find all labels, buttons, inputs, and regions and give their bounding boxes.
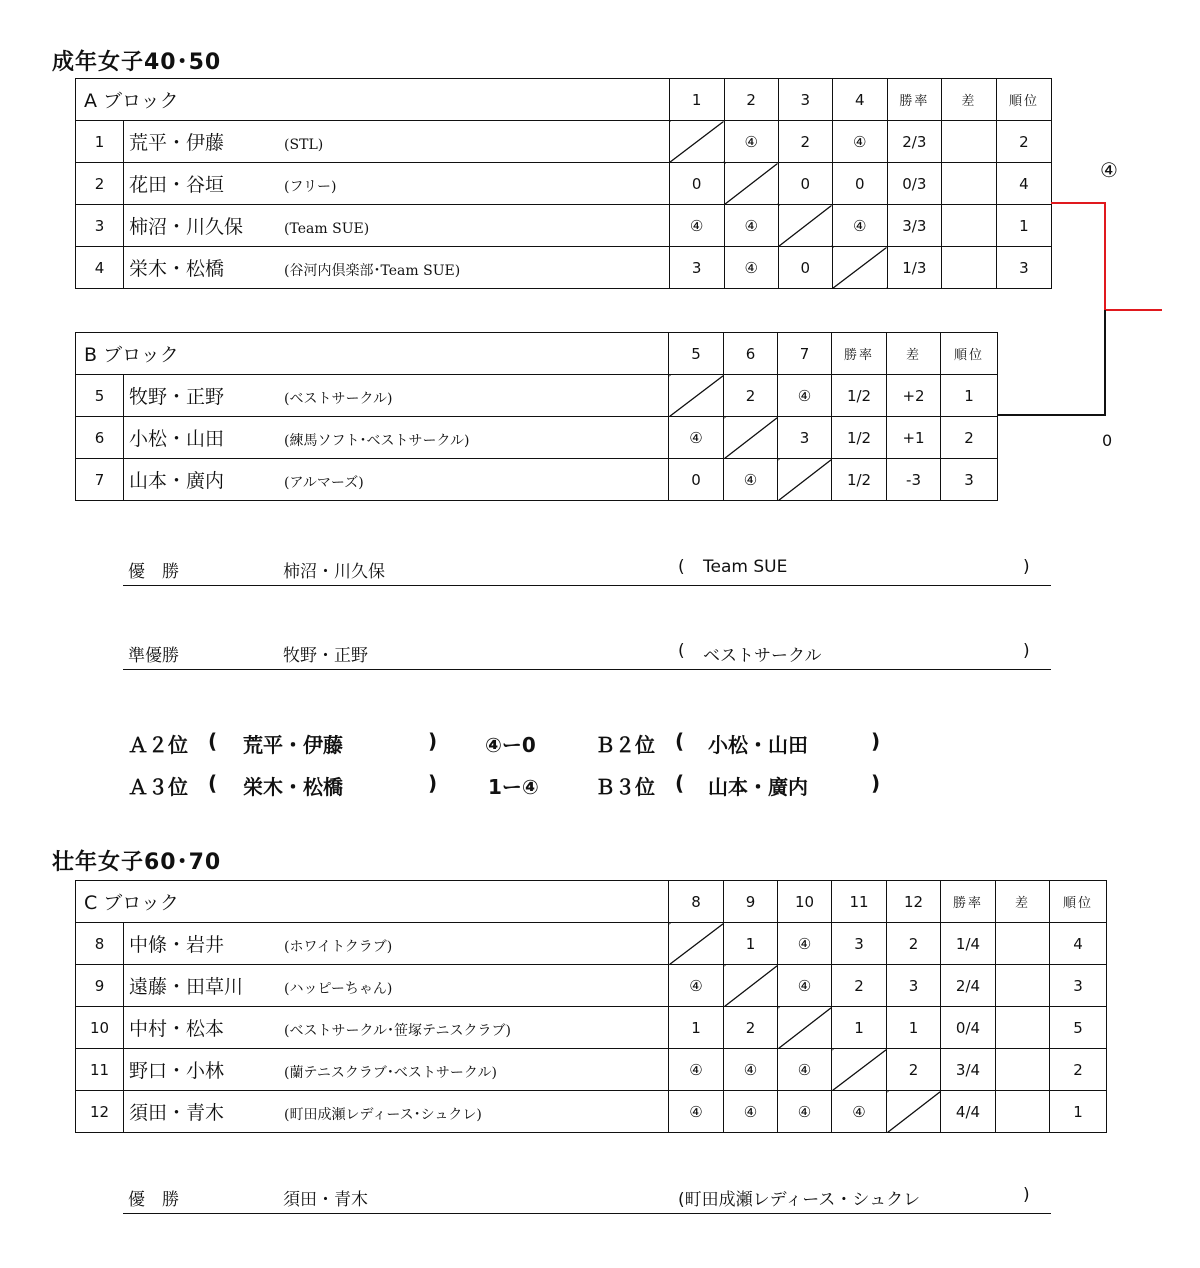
team-name: (アルマーズ)	[284, 475, 364, 491]
placement-label-b: Ｂ２位	[595, 733, 655, 757]
win-rate-cell: 0/4	[941, 1007, 996, 1049]
self-match-cell	[832, 247, 887, 289]
player-names: 野口・小林	[129, 1060, 225, 1082]
rank-cell: 1	[941, 375, 998, 417]
entry-number: 5	[76, 375, 124, 417]
entry-number: 4	[76, 247, 124, 289]
paren-close: )	[871, 771, 881, 795]
rank-cell: 4	[1050, 923, 1107, 965]
col-header: 7	[778, 333, 832, 375]
win-rate-cell: 3/3	[887, 205, 941, 247]
table-row	[76, 923, 1107, 965]
table-row	[76, 417, 998, 459]
paren-open: (	[675, 771, 685, 795]
score-cell: ④	[669, 1049, 724, 1091]
block-header-row	[76, 79, 1052, 121]
score-cell: ④	[724, 121, 778, 163]
score-cell: ④	[778, 1091, 832, 1133]
score-cell: ④	[832, 121, 887, 163]
team-name: (ベストサークル)	[284, 391, 393, 407]
team-name: (ホワイトクラブ)	[284, 939, 393, 955]
entry-name	[124, 163, 670, 205]
score-cell: 0	[669, 163, 724, 205]
col-header: 5	[669, 333, 724, 375]
self-match-cell	[778, 205, 832, 247]
placement-match-3rd	[128, 771, 948, 801]
rank-cell: 1	[1050, 1091, 1107, 1133]
placement-players-b: 小松・山田	[708, 733, 808, 757]
team-name: (フリー)	[284, 179, 337, 195]
placement-label-a: Ａ３位	[128, 775, 188, 799]
placement-players-b: 山本・廣内	[708, 775, 808, 799]
col-header: 8	[669, 881, 724, 923]
block-c-table	[75, 880, 1107, 1133]
team-name: (STL)	[284, 137, 324, 153]
paren-open: (	[208, 771, 218, 795]
rank-cell: 2	[996, 121, 1051, 163]
player-names: 遠藤・田草川	[129, 976, 244, 998]
player-names: 山本・廣内	[129, 470, 225, 492]
bracket-line-vertical-winner	[1104, 202, 1106, 311]
score-cell: ④	[778, 375, 832, 417]
score-cell: 2	[887, 1049, 941, 1091]
score-cell: 2	[887, 923, 941, 965]
result-players: 須田・青木	[283, 1190, 368, 1210]
score-cell: 2	[832, 965, 887, 1007]
entry-number: 8	[76, 923, 124, 965]
bracket-line-bottom	[997, 414, 1106, 416]
score-cell: 0	[669, 459, 724, 501]
entry-name	[124, 247, 670, 289]
entry-name	[124, 205, 670, 247]
result-team-open: (	[678, 641, 685, 661]
bracket-line-top	[1051, 202, 1105, 204]
result-team: ベストサークル	[703, 646, 822, 666]
score-cell: 1	[887, 1007, 941, 1049]
result-label: 優 勝	[128, 562, 179, 582]
team-name: (ハッピーちゃん)	[284, 981, 393, 997]
score-cell: 2	[778, 121, 832, 163]
col-header: 1	[669, 79, 724, 121]
score-cell: ④	[669, 1091, 724, 1133]
block-b-table	[75, 332, 998, 501]
diff-cell	[996, 1049, 1050, 1091]
team-name: (練馬ソフト･ベストサークル)	[284, 433, 470, 449]
entry-name	[124, 923, 669, 965]
self-match-cell	[724, 965, 778, 1007]
team-name: (蘭テニスクラブ･ベストサークル)	[284, 1065, 497, 1081]
winner-row	[123, 1181, 1051, 1214]
entry-name	[124, 459, 669, 501]
result-team-close: )	[1023, 641, 1030, 661]
placement-match-2nd	[128, 729, 948, 759]
score-cell: 3	[887, 965, 941, 1007]
score-cell: 3	[832, 923, 887, 965]
score-cell: 0	[778, 247, 832, 289]
rank-cell: 3	[941, 459, 998, 501]
final-top-score: ④	[1100, 158, 1118, 182]
table-row	[76, 375, 998, 417]
diff-cell: +2	[887, 375, 941, 417]
team-name: (Team SUE)	[284, 221, 370, 237]
col-header: 11	[832, 881, 887, 923]
col-header: 2	[724, 79, 778, 121]
score-cell: ④	[832, 205, 887, 247]
player-names: 中條・岩井	[129, 934, 225, 956]
block-name: A ブロック	[76, 79, 670, 121]
paren-close: )	[871, 729, 881, 753]
player-names: 須田・青木	[129, 1102, 225, 1124]
paren-close: )	[428, 771, 438, 795]
col-header: 3	[778, 79, 832, 121]
self-match-cell	[832, 1049, 887, 1091]
rank-header: 順位	[941, 333, 998, 375]
rank-header: 順位	[996, 79, 1051, 121]
final-bottom-score: 0	[1102, 431, 1113, 450]
entry-name	[124, 417, 669, 459]
score-cell: 1	[669, 1007, 724, 1049]
result-label: 優 勝	[128, 1190, 179, 1210]
result-players: 牧野・正野	[283, 646, 368, 666]
block-header-row	[76, 881, 1107, 923]
block-a-table	[75, 78, 1052, 289]
player-names: 柿沼・川久保	[129, 216, 244, 238]
paren-open: (	[675, 729, 685, 753]
result-team-open: (	[678, 557, 685, 577]
win-rate-cell: 1/2	[832, 459, 887, 501]
table-row	[76, 247, 1052, 289]
diff-cell	[941, 163, 996, 205]
win-rate-cell: 1/3	[887, 247, 941, 289]
diff-header: 差	[996, 881, 1050, 923]
rank-cell: 2	[1050, 1049, 1107, 1091]
rank-cell: 5	[1050, 1007, 1107, 1049]
win-rate-header: 勝率	[832, 333, 887, 375]
score-cell: 2	[724, 1007, 778, 1049]
table-row	[76, 1049, 1107, 1091]
player-names: 栄木・松橋	[129, 258, 225, 280]
result-label: 準優勝	[128, 646, 179, 666]
win-rate-cell: 3/4	[941, 1049, 996, 1091]
diff-cell: -3	[887, 459, 941, 501]
placement-label-a: Ａ２位	[128, 733, 188, 757]
placement-score: 1ー④	[488, 775, 539, 799]
table-row	[76, 965, 1107, 1007]
player-names: 花田・谷垣	[129, 174, 225, 196]
player-names: 牧野・正野	[129, 386, 225, 408]
entry-number: 3	[76, 205, 124, 247]
win-rate-cell: 1/2	[832, 417, 887, 459]
score-cell: ④	[669, 965, 724, 1007]
rank-cell: 3	[996, 247, 1051, 289]
diff-cell	[996, 1007, 1050, 1049]
entry-name	[124, 965, 669, 1007]
rank-cell: 2	[941, 417, 998, 459]
score-cell: 0	[778, 163, 832, 205]
table-row	[76, 121, 1052, 163]
paren-open: (	[208, 729, 218, 753]
score-cell: ④	[778, 923, 832, 965]
bracket-line-final	[1104, 309, 1162, 311]
placement-players-a: 栄木・松橋	[243, 775, 343, 799]
block-name: B ブロック	[76, 333, 669, 375]
result-team-close: )	[1023, 557, 1030, 577]
score-cell: 3	[778, 417, 832, 459]
self-match-cell	[669, 923, 724, 965]
team-name: (町田成瀬レディース･シュクレ)	[284, 1107, 482, 1123]
entry-number: 9	[76, 965, 124, 1007]
score-cell: ④	[724, 1091, 778, 1133]
entry-number: 6	[76, 417, 124, 459]
entry-number: 2	[76, 163, 124, 205]
placement-score: ④ー0	[485, 733, 536, 757]
score-cell: 1	[724, 923, 778, 965]
section-title: 壮年女子60･70	[52, 850, 222, 875]
score-cell: ④	[832, 1091, 887, 1133]
self-match-cell	[724, 417, 778, 459]
col-header: 4	[832, 79, 887, 121]
rank-cell: 1	[996, 205, 1051, 247]
entry-number: 1	[76, 121, 124, 163]
score-cell: ④	[724, 247, 778, 289]
entry-name	[124, 1007, 669, 1049]
score-cell: ④	[669, 205, 724, 247]
score-cell: ④	[724, 205, 778, 247]
diff-cell	[941, 205, 996, 247]
score-cell: ④	[724, 459, 778, 501]
diff-header: 差	[887, 333, 941, 375]
self-match-cell	[669, 121, 724, 163]
placement-players-a: 荒平・伊藤	[243, 733, 343, 757]
win-rate-cell: 2/3	[887, 121, 941, 163]
block-header-row	[76, 333, 998, 375]
diff-cell	[996, 1091, 1050, 1133]
table-row	[76, 163, 1052, 205]
entry-number: 12	[76, 1091, 124, 1133]
diff-cell	[941, 121, 996, 163]
score-cell: 2	[724, 375, 778, 417]
rank-cell: 3	[1050, 965, 1107, 1007]
result-players: 柿沼・川久保	[283, 562, 385, 582]
score-cell: 3	[669, 247, 724, 289]
result-team: (町田成瀬レディース・シュクレ	[678, 1190, 921, 1210]
entry-number: 10	[76, 1007, 124, 1049]
win-rate-cell: 4/4	[941, 1091, 996, 1133]
diff-header: 差	[941, 79, 996, 121]
win-rate-header: 勝率	[941, 881, 996, 923]
diff-cell	[941, 247, 996, 289]
score-cell: ④	[724, 1049, 778, 1091]
winner-row	[123, 553, 1051, 586]
diff-cell	[996, 965, 1050, 1007]
col-header: 6	[724, 333, 778, 375]
self-match-cell	[778, 459, 832, 501]
table-row	[76, 1007, 1107, 1049]
bracket-line-vertical-loser	[1104, 310, 1106, 415]
rank-header: 順位	[1050, 881, 1107, 923]
placement-label-b: Ｂ３位	[595, 775, 655, 799]
table-row	[76, 205, 1052, 247]
self-match-cell	[724, 163, 778, 205]
section-title: 成年女子40･50	[52, 50, 222, 75]
team-name: (谷河内倶楽部･Team SUE)	[284, 263, 461, 279]
table-row	[76, 459, 998, 501]
self-match-cell	[887, 1091, 941, 1133]
entry-name	[124, 1091, 669, 1133]
entry-name	[124, 1049, 669, 1091]
player-names: 小松・山田	[129, 428, 225, 450]
entry-number: 7	[76, 459, 124, 501]
score-cell: ④	[669, 417, 724, 459]
runner-up-row	[123, 637, 1051, 670]
diff-cell	[996, 923, 1050, 965]
diff-cell: +1	[887, 417, 941, 459]
player-names: 荒平・伊藤	[129, 132, 225, 154]
entry-name	[124, 375, 669, 417]
win-rate-header: 勝率	[887, 79, 941, 121]
score-cell: ④	[778, 1049, 832, 1091]
rank-cell: 4	[996, 163, 1051, 205]
self-match-cell	[669, 375, 724, 417]
win-rate-cell: 0/3	[887, 163, 941, 205]
block-name: C ブロック	[76, 881, 669, 923]
self-match-cell	[778, 1007, 832, 1049]
win-rate-cell: 1/4	[941, 923, 996, 965]
win-rate-cell: 1/2	[832, 375, 887, 417]
col-header: 9	[724, 881, 778, 923]
entry-name	[124, 121, 670, 163]
player-names: 中村・松本	[129, 1018, 225, 1040]
table-row	[76, 1091, 1107, 1133]
team-name: (ベストサークル･笹塚テニスクラブ)	[284, 1023, 511, 1039]
col-header: 12	[887, 881, 941, 923]
result-team: Team SUE	[703, 557, 788, 577]
paren-close: )	[428, 729, 438, 753]
score-cell: 1	[832, 1007, 887, 1049]
col-header: 10	[778, 881, 832, 923]
win-rate-cell: 2/4	[941, 965, 996, 1007]
score-cell: 0	[832, 163, 887, 205]
score-cell: ④	[778, 965, 832, 1007]
entry-number: 11	[76, 1049, 124, 1091]
result-team-close: )	[1023, 1185, 1030, 1205]
